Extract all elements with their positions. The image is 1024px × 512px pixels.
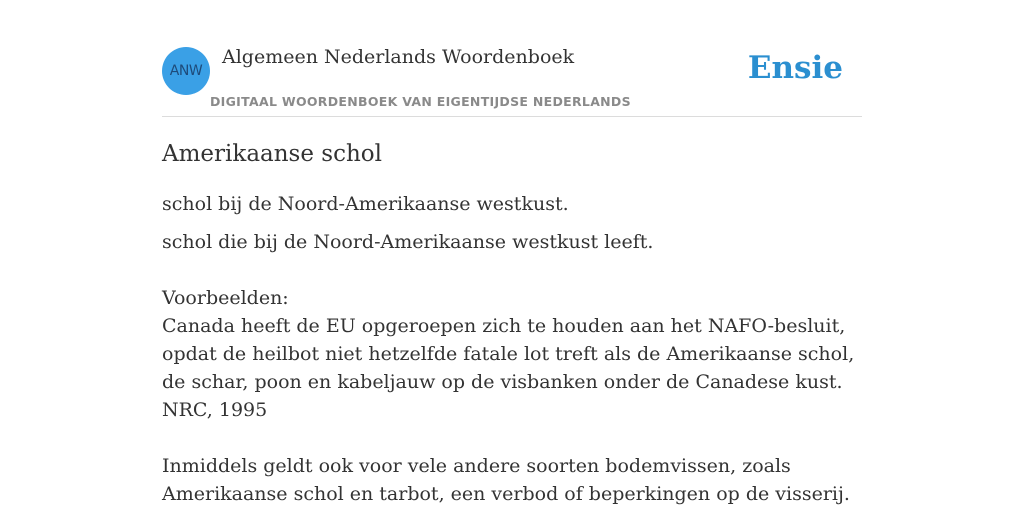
- site-title[interactable]: Algemeen Nederlands Woordenboek: [222, 46, 575, 68]
- ensie-brand-link[interactable]: Ensie: [747, 50, 843, 86]
- examples-section: [162, 284, 862, 424]
- definition: schol die bij de Noord-Amerikaanse westkust leeft.: [162, 231, 654, 253]
- short-definition: schol bij de Noord-Amerikaanse westkust.: [162, 193, 569, 215]
- site-subtitle: DIGITAAL WOORDENBOEK VAN EIGENTIJDSE NEDERLANDS: [210, 94, 631, 109]
- example-text: Canada heeft de EU opgeroepen zich te houden aan het NAFO-besluit, opdat de heilbot niet hetzelfde fatale lot treft als de Amerikaanse schol, de schar, poon en kabeljauw op de visbanken onder de Canadese kust.: [162, 315, 855, 393]
- logo-text: ANW: [169, 63, 203, 79]
- site-header: [162, 0, 862, 117]
- example-section-2: [162, 452, 862, 508]
- example-source: NRC, 1995: [162, 399, 268, 421]
- anw-logo[interactable]: [162, 47, 210, 95]
- example-text: Inmiddels geldt ook voor vele andere soorten bodemvissen, zoals Amerikaanse schol en tarbot, een verbod of beperkingen op de visserij.: [162, 455, 850, 505]
- entry-title: Amerikaanse schol: [162, 141, 382, 167]
- entry-content: [162, 138, 862, 508]
- examples-label: Voorbeelden:: [162, 287, 289, 309]
